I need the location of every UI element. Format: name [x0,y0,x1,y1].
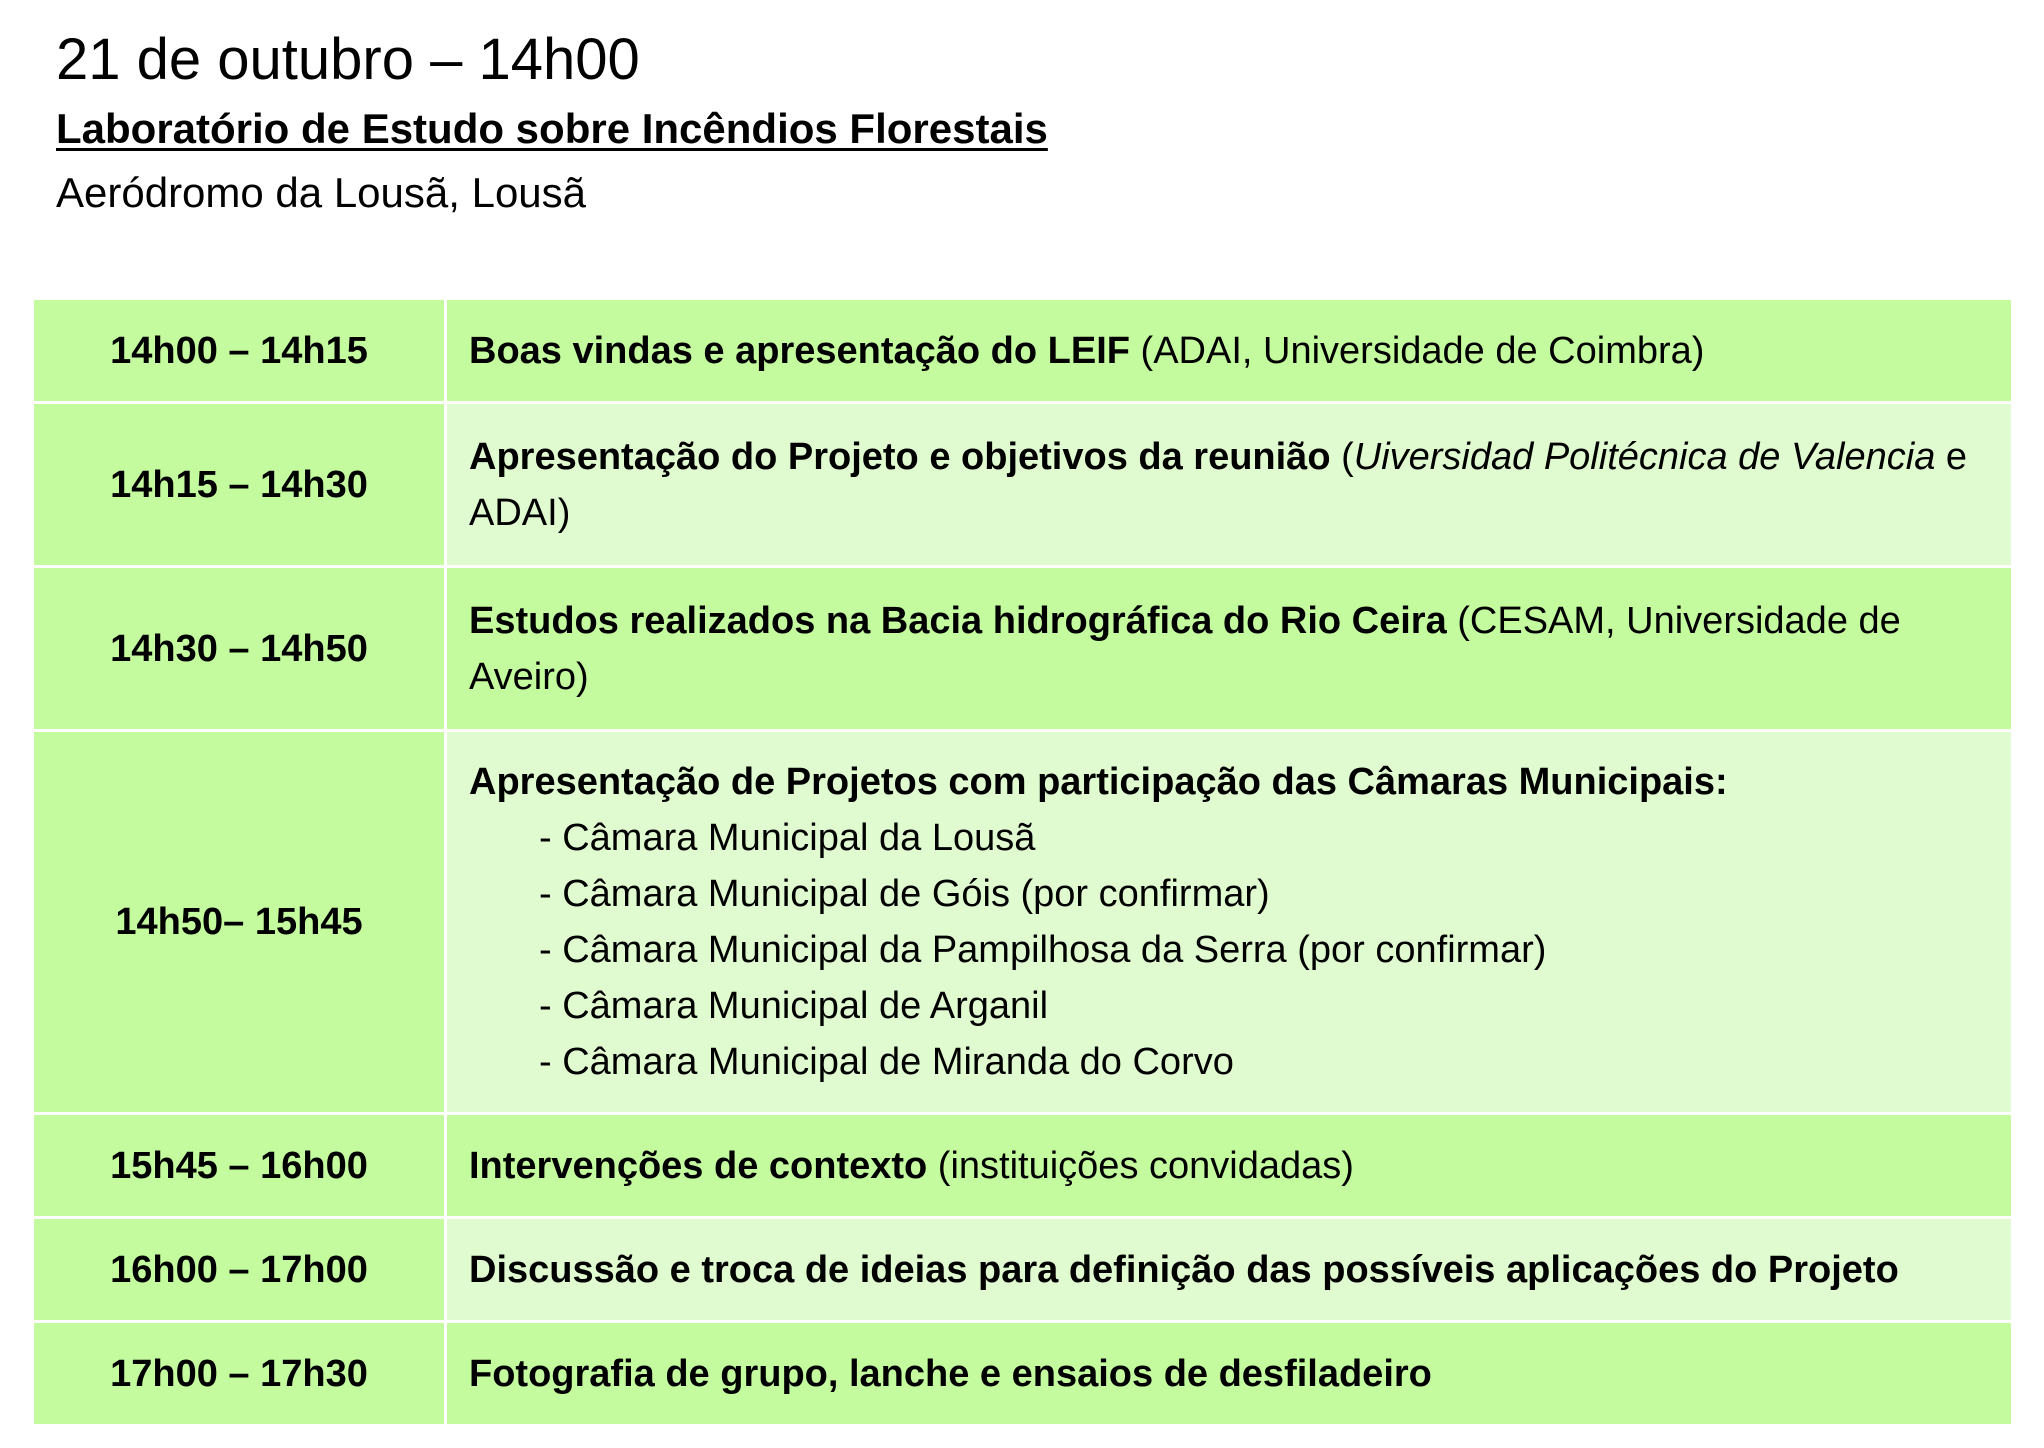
agenda-time: 14h30 – 14h50 [33,567,446,731]
list-item: - Câmara Municipal de Miranda do Corvo [539,1041,1234,1083]
agenda-row [33,403,2013,567]
agenda-description [446,299,2013,403]
agenda-row [33,1114,2013,1218]
list-item: - Câmara Municipal da Lousã [539,817,1036,859]
list-item: - Câmara Municipal de Góis (por confirmar) [539,873,1270,915]
venue-location: Aeródromo da Lousã, Lousã [56,169,587,216]
list-item: - Câmara Municipal de Arganil [539,985,1049,1027]
agenda-time: 14h00 – 14h15 [33,299,446,403]
agenda-time: 16h00 – 17h00 [33,1218,446,1322]
agenda-time: 17h00 – 17h30 [33,1322,446,1426]
event-date-time: 21 de outubro – 14h00 [56,27,640,92]
agenda-detail-open: ( [1330,435,1354,478]
agenda-description [446,731,2013,1114]
agenda-detail: (ADAI, Universidade de Coimbra) [1130,329,1705,372]
agenda-row [33,299,2013,403]
agenda-table [31,297,2014,1427]
agenda-title: Apresentação do Projeto e objetivos da reunião [469,435,1331,478]
agenda-detail: (instituições convidadas) [927,1144,1354,1187]
agenda-row [33,731,2013,1114]
agenda-title: Apresentação de Projetos com participação das Câmaras Municipais: [469,761,1728,803]
venue-name: Laboratório de Estudo sobre Incêndios Florestais [56,105,1048,152]
agenda-title: Intervenções de contexto [469,1144,928,1187]
agenda-description [446,1218,2013,1322]
agenda-row [33,567,2013,731]
municipality-list [469,810,1989,1090]
agenda-title: Boas vindas e apresentação do LEIF [469,329,1130,372]
agenda-row [33,1218,2013,1322]
agenda-detail-italic: Uiversidad Politécnica de Valencia [1353,435,1936,478]
agenda-title: Fotografia de grupo, lanche e ensaios de desfiladeiro [469,1352,1432,1395]
agenda-detail-rest: e ADAI) [469,435,1968,534]
agenda-description [446,567,2013,731]
agenda-time: 14h15 – 14h30 [33,403,446,567]
agenda-description [446,1114,2013,1218]
agenda-description [446,403,2013,567]
agenda-title: Discussão e troca de ideias para definição das possíveis aplicações do Projeto [469,1248,1899,1291]
event-header [56,22,1048,226]
agenda-time: 15h45 – 16h00 [33,1114,446,1218]
agenda-time: 14h50– 15h45 [33,731,446,1114]
agenda-detail: (CESAM, Universidade de Aveiro) [469,599,1901,698]
agenda-description [446,1322,2013,1426]
agenda-row [33,1322,2013,1426]
agenda-title: Estudos realizados na Bacia hidrográfica do Rio Ceira [469,599,1447,642]
list-item: - Câmara Municipal da Pampilhosa da Serra (por confirmar) [539,929,1547,971]
